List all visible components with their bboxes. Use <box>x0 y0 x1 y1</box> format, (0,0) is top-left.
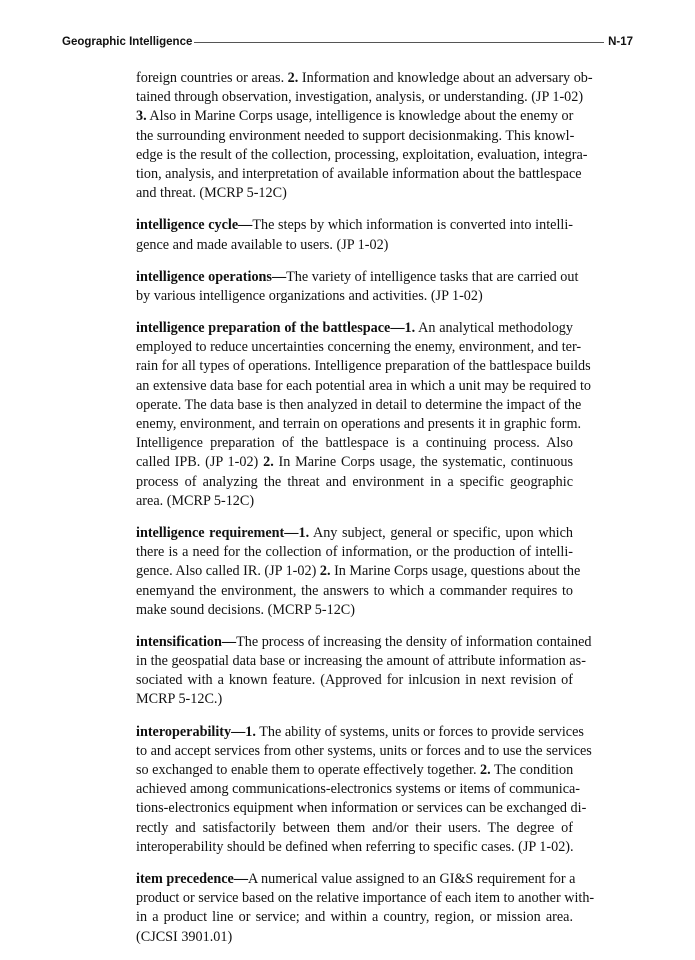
glossary-entry <box>136 870 595 947</box>
text-line <box>136 838 573 857</box>
text-line <box>136 415 582 434</box>
text-line <box>136 357 591 376</box>
definition-text: edge is the result of the collection, processing, exploitation, evaluation, integra- <box>136 146 588 163</box>
definition-text: MCRP 5-12C.) <box>136 691 223 708</box>
definition-text: process of analyzing the threat and environment in a specific geographic <box>136 473 573 490</box>
definition-text: by various intelligence organizations and activities. (JP 1-02) <box>136 287 483 304</box>
text-line <box>136 562 581 581</box>
glossary-entry <box>136 216 573 254</box>
glossary-body <box>136 69 595 960</box>
definition-text: area. (MCRP 5-12C) <box>136 492 255 509</box>
term-heading: 2. <box>480 762 491 778</box>
glossary-entry <box>136 268 579 306</box>
definition-text: to and accept services from other systems, units or forces and to use the services <box>136 742 592 759</box>
definition-text: A numerical value assigned to an GI&S requirement for a <box>248 870 576 887</box>
term-heading: 3. <box>136 108 147 125</box>
text-line <box>136 146 588 165</box>
text-line <box>136 216 573 235</box>
text-line <box>136 761 573 780</box>
definition-text: in the geospatial data base or increasing the amount of attribute information as- <box>136 653 586 670</box>
definition-text: enemyand the environment, the answers to which a commander requires to <box>136 582 573 599</box>
definition-text: In Marine Corps usage, questions about the <box>330 563 581 580</box>
text-line <box>136 319 573 338</box>
definition-text: Intelligence preparation of the battlespace is a continuing process. Also <box>136 435 573 452</box>
term-heading: intelligence preparation of the battlespace—1. <box>136 320 416 337</box>
text-line <box>136 127 573 146</box>
definition-text: tion, analysis, and interpretation of available information about the battlespace <box>136 165 582 182</box>
glossary-entry <box>136 633 592 710</box>
term-heading: 2. <box>319 563 331 580</box>
text-line <box>136 524 573 543</box>
term-heading: 2. <box>263 454 274 471</box>
page-number: N-17 <box>608 36 633 48</box>
term-heading: interoperability—1. <box>136 723 256 740</box>
definition-text: tained through observation, investigation, analysis, or understanding. (JP 1-02) <box>136 89 584 106</box>
definition-text: an extensive data base for each potential area in which a unit may be required to <box>136 377 591 394</box>
definition-text: make sound decisions. (MCRP 5-12C) <box>136 601 355 618</box>
definition-text: interoperability should be defined when referring to specific cases. (JP 1-02). <box>136 838 574 855</box>
text-line <box>136 377 591 396</box>
term-heading: intensification— <box>136 633 237 650</box>
definition-text: gence and made available to users. (JP 1-02) <box>136 236 389 253</box>
text-line <box>136 338 582 357</box>
definition-text: An analytical methodology <box>415 320 573 337</box>
text-line <box>136 690 573 709</box>
definition-text: The steps by which information is converted into intelli- <box>252 217 573 234</box>
text-line <box>136 671 573 690</box>
text-line <box>136 723 584 742</box>
text-line <box>136 88 584 107</box>
definition-text: called IPB. (JP 1-02) <box>136 454 264 471</box>
glossary-entry <box>136 69 593 203</box>
text-line <box>136 742 592 761</box>
text-line <box>136 287 573 306</box>
definition-text: there is a need for the collection of information, or the production of intelli- <box>136 544 573 561</box>
definition-text: Also in Marine Corps usage, intelligence is knowledge about the enemy or <box>146 108 574 125</box>
glossary-entry <box>136 723 592 857</box>
text-line <box>136 236 573 255</box>
text-line <box>136 582 573 601</box>
glossary-entry <box>136 319 591 511</box>
text-line <box>136 799 587 818</box>
term-heading: item precedence— <box>136 870 249 887</box>
text-line <box>136 396 582 415</box>
text-line <box>136 184 573 203</box>
text-line <box>136 543 573 562</box>
section-title: Geographic Intelligence <box>62 36 193 48</box>
header-rule <box>194 42 604 43</box>
text-line <box>136 870 576 889</box>
text-line <box>136 601 573 620</box>
definition-text: rectly and satisfactorily between them and/or their users. The degree of <box>136 819 573 836</box>
definition-text: The process of increasing the density of information contained <box>236 633 592 650</box>
text-line <box>136 268 579 287</box>
text-line <box>136 473 573 492</box>
text-line <box>136 107 573 126</box>
definition-text: foreign countries or areas. <box>136 70 288 86</box>
text-line <box>136 492 573 511</box>
running-header <box>62 34 633 50</box>
definition-text: sociated with a known feature. (Approved for inlcusion in next revision of <box>136 672 573 689</box>
definition-text: product or service based on the relative importance of each item to another with- <box>136 890 595 907</box>
definition-text: and threat. (MCRP 5-12C) <box>136 185 287 202</box>
term-heading: 2. <box>287 70 299 86</box>
text-line <box>136 165 582 184</box>
text-line <box>136 819 573 838</box>
text-line <box>136 652 586 671</box>
term-heading: intelligence cycle— <box>136 217 253 234</box>
definition-text: rain for all types of operations. Intelligence preparation of the battlespace builds <box>136 358 591 375</box>
definition-text: The condition <box>490 762 574 778</box>
definition-text: In Marine Corps usage, the systematic, continuous <box>273 454 573 471</box>
text-line <box>136 434 573 453</box>
text-line <box>136 908 573 927</box>
definition-text: tions-electronics equipment when information or services can be exchanged di- <box>136 800 587 817</box>
text-line <box>136 928 573 947</box>
definition-text: (CJCSI 3901.01) <box>136 928 233 945</box>
definition-text: employed to reduce uncertainties concerning the enemy, environment, and ter- <box>136 339 582 356</box>
text-line <box>136 633 592 652</box>
definition-text: Information and knowledge about an adversary ob- <box>298 70 593 86</box>
definition-text: The variety of intelligence tasks that are carried out <box>286 268 579 285</box>
glossary-entry <box>136 524 581 620</box>
definition-text: in a product line or service; and within a country, region, or mission area. <box>136 909 573 926</box>
text-line <box>136 780 581 799</box>
definition-text: The ability of systems, units or forces to provide services <box>255 723 584 740</box>
term-heading: intelligence requirement—1. <box>136 524 310 541</box>
text-line <box>136 69 593 88</box>
definition-text: so exchanged to enable them to operate effectively together. <box>136 762 481 778</box>
term-heading: intelligence operations— <box>136 268 287 285</box>
text-line <box>136 453 573 472</box>
definition-text: the surrounding environment needed to support decisionmaking. This knowl- <box>136 127 575 144</box>
definition-text: enemy, environment, and terrain on operations and presents it in graphic form. <box>136 416 582 432</box>
definition-text: gence. Also called IR. (JP 1-02) <box>136 563 320 580</box>
definition-text: achieved among communications-electronics systems or items of communica- <box>136 781 581 798</box>
definition-text: Any subject, general or specific, upon which <box>309 524 574 541</box>
definition-text: operate. The data base is then analyzed in detail to determine the impact of the <box>136 396 582 413</box>
